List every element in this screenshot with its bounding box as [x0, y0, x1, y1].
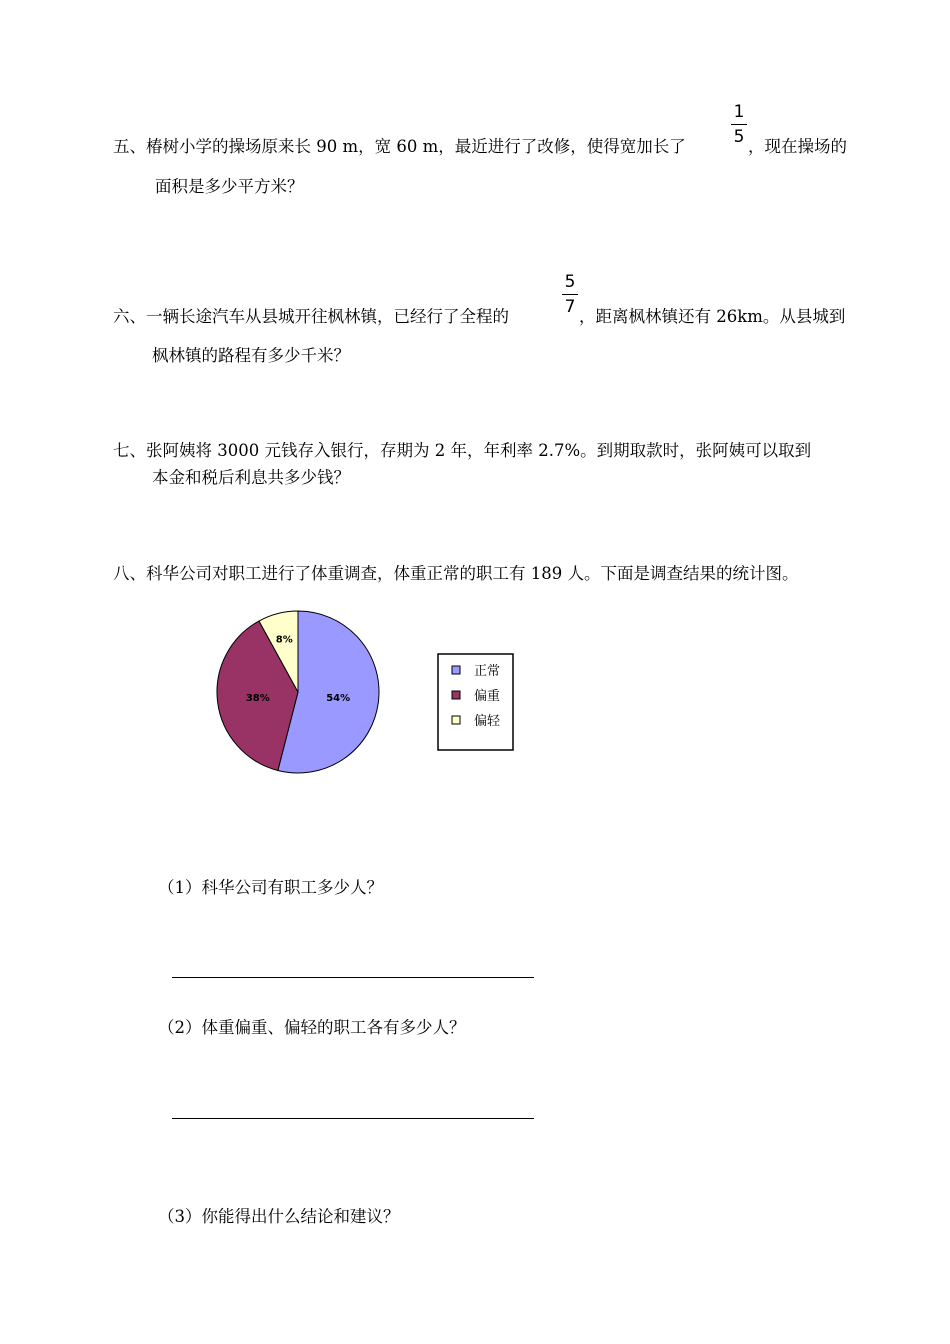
- q5-fraction-numerator: 1: [733, 102, 745, 122]
- chart-legend: [438, 654, 513, 750]
- pie-slice-label-3: 8%: [275, 634, 293, 646]
- q6-line1-end: ，距离枫林镇还有 26km。从县城到: [579, 307, 846, 326]
- legend-label-3: 偏轻: [474, 714, 501, 729]
- q5-fraction: [731, 102, 747, 147]
- q5-line1-end: ，现在操场的: [748, 137, 847, 156]
- legend-swatch-3: [452, 716, 460, 724]
- q6-line1: 六、一辆长途汽车从县城开往枫林镇，已经行了全程的: [113, 307, 509, 326]
- q5-fraction-denominator: 5: [733, 127, 745, 147]
- pie-slice-label-2: 38%: [245, 693, 270, 705]
- q6-fraction-denominator: 7: [564, 297, 576, 317]
- q8-intro: 八、科华公司对职工进行了体重调查，体重正常的职工有 189 人。下面是调查结果的统计图。: [113, 564, 799, 583]
- q8-sub3: （3）你能得出什么结论和建议？: [158, 1207, 400, 1226]
- q5-fraction-bar: [731, 124, 747, 125]
- q7-line2: 本金和税后利息共多少钱？: [152, 468, 350, 487]
- answer-line-1: [172, 977, 534, 978]
- q5-line1: 五、椿树小学的操场原来长 90 m，宽 60 m，最近进行了改修，使得宽加长了: [113, 137, 686, 156]
- q8-sub2: （2）体重偏重、偏轻的职工各有多少人？: [158, 1018, 466, 1037]
- q6-fraction: [562, 272, 578, 317]
- legend-label-1: 正常: [474, 664, 501, 679]
- q7-line1: 七、张阿姨将 3000 元钱存入银行，存期为 2 年，年利率 2.7%。到期取款时，张阿姨可以取到: [113, 441, 812, 460]
- answer-line-2: [172, 1118, 534, 1119]
- q6-line2: 枫林镇的路程有多少千米？: [152, 346, 350, 365]
- pie-chart: [204, 602, 530, 794]
- q6-fraction-numerator: 5: [564, 272, 576, 292]
- pie-slice-label-1: 54%: [326, 693, 351, 705]
- q5-line2: 面积是多少平方米？: [155, 177, 304, 196]
- q8-sub1: （1）科华公司有职工多少人？: [158, 878, 383, 897]
- legend-swatch-2: [452, 691, 460, 699]
- q6-fraction-bar: [562, 294, 578, 295]
- legend-swatch-1: [452, 666, 460, 674]
- legend-label-2: 偏重: [474, 689, 501, 704]
- pie-slices: [217, 611, 379, 773]
